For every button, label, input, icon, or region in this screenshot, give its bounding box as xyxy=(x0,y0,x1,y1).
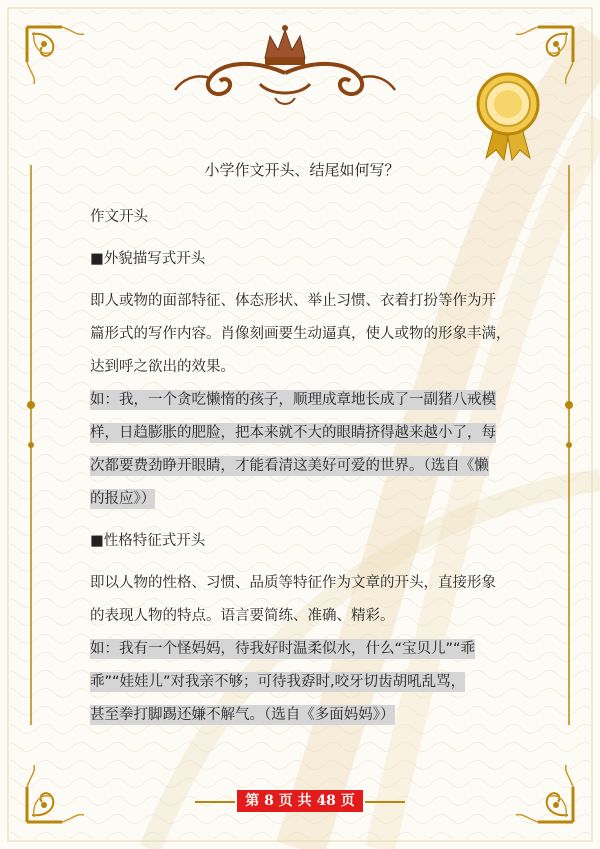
award-medal-icon xyxy=(468,70,548,162)
paragraph xyxy=(90,567,514,633)
text-line: 即以人物的性格、习惯、品质等特征作为文章的开头，直接形象 xyxy=(90,575,496,591)
page-number-badge: 第 8 页 共 48 页 xyxy=(237,790,363,812)
highlighted-line: 乖”“娃娃儿”对我亲不够；可待我孬时,咬牙切齿胡吼乱骂， xyxy=(90,674,466,690)
paragraph xyxy=(90,285,514,384)
corner-ornament-icon xyxy=(508,757,578,827)
example-quote xyxy=(90,633,514,732)
highlighted-line: 的报应》） xyxy=(90,491,156,507)
highlighted-line: 如：我，一个贪吃懒惰的孩子，顺理成章地长成了一副猪八戒模 xyxy=(90,392,496,408)
article-body xyxy=(90,157,514,732)
footer-divider xyxy=(195,801,235,803)
footer-divider xyxy=(365,801,405,803)
corner-ornament-icon xyxy=(22,22,92,92)
text-line: 的表现人物的特点。语言要简练、准确、精彩。 xyxy=(90,608,395,624)
text-line: 篇形式的写作内容。肖像刻画要生动逼真，使人或物的形象丰满， xyxy=(90,326,511,342)
example-quote xyxy=(90,384,514,516)
page-title: 小学作文开头、结尾如何写？ xyxy=(204,161,400,179)
text-line: 达到呼之欲出的效果。 xyxy=(90,359,235,375)
left-border-rule xyxy=(25,165,37,725)
highlighted-line: 次都要费劲睁开眼睛，才能看清这美好可爱的世界。（选自《懒 xyxy=(90,458,489,474)
highlighted-line: 样，日趋膨胀的肥脸，把本来就不大的眼睛挤得越来越小了，每 xyxy=(90,425,496,441)
crown-ornament-icon xyxy=(170,18,400,113)
corner-ornament-icon xyxy=(22,757,92,827)
highlighted-line: 如：我有一个怪妈妈，待我好时温柔似水，什么“宝贝儿”“乖 xyxy=(90,641,476,657)
right-border-rule xyxy=(563,165,575,725)
subheading: ■性格特征式开头 xyxy=(90,533,206,549)
subheading: ■外貌描写式开头 xyxy=(90,251,206,267)
section-heading: 作文开头 xyxy=(90,209,148,225)
page-footer xyxy=(195,790,405,814)
highlighted-line: 甚至拳打脚踢还嫌不解气。（选自《多面妈妈》） xyxy=(90,707,395,723)
text-line: 即人或物的面部特征、体态形状、举止习惯、衣着打扮等作为开 xyxy=(90,293,496,309)
